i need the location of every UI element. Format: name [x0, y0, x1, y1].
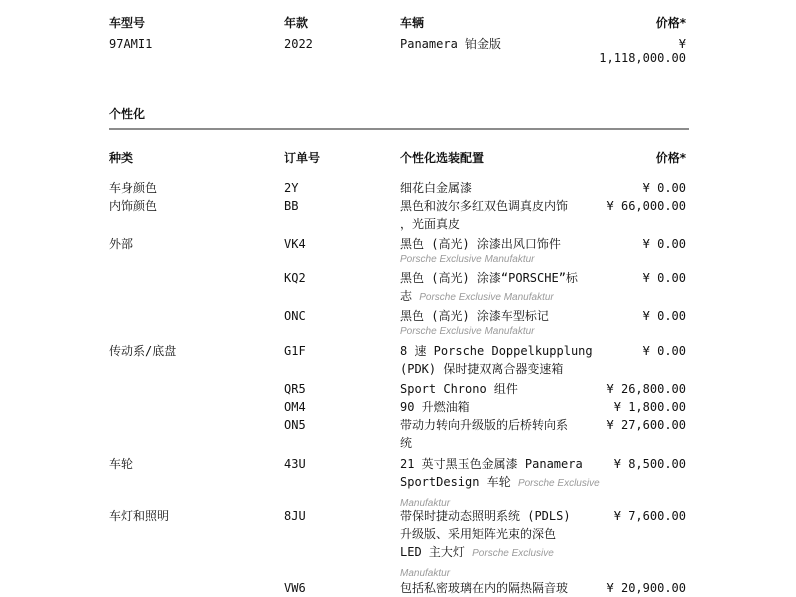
year-column-header: 年款	[284, 16, 309, 30]
model-column-header: 车型号	[109, 16, 146, 30]
option-price-column-header: 价格*	[655, 151, 686, 165]
row-category: 传动系/底盘	[109, 344, 177, 358]
row-price: ¥ 0.00	[642, 344, 686, 358]
row-description-line: (PDK) 保时捷双离合器变速箱	[400, 362, 564, 376]
row-description-line: 志	[400, 289, 413, 303]
row-description-line: 细花白金属漆	[400, 181, 473, 195]
row-description-line: 黑色 (高光) 涂漆车型标记	[400, 309, 549, 323]
row-category: 车灯和照明	[109, 509, 170, 523]
row-order-code: 2Y	[284, 181, 299, 195]
price-column-header: 价格*	[655, 16, 686, 30]
row-price: ¥ 0.00	[642, 271, 686, 285]
row-order-code: 8JU	[284, 509, 306, 523]
row-order-code: VW6	[284, 581, 306, 595]
row-description-line: 统	[400, 436, 413, 450]
row-description-line: 带保时捷动态照明系统 (PDLS)	[400, 509, 571, 523]
row-order-code: 43U	[284, 457, 306, 471]
row-category: 内饰颜色	[109, 199, 158, 213]
row-category: 外部	[109, 237, 134, 251]
row-description-line: 带动力转向升级版的后桥转向系	[400, 418, 569, 432]
row-price: ¥ 20,900.00	[606, 581, 686, 595]
row-price: ¥ 66,000.00	[606, 199, 686, 213]
configuration-column-header: 个性化选装配置	[400, 151, 485, 165]
row-price: ¥ 0.00	[642, 181, 686, 195]
row-order-code: ON5	[284, 418, 306, 432]
row-description-line: 黑色 (高光) 涂漆“PORSCHE”标	[400, 271, 578, 285]
row-description-line: ，光面真皮	[400, 217, 461, 231]
row-category: 车轮	[109, 457, 134, 471]
row-order-code: KQ2	[284, 271, 306, 285]
row-description-line: 90 升燃油箱	[400, 400, 470, 414]
model-code: 97AMI1	[109, 37, 153, 51]
row-order-code: VK4	[284, 237, 306, 251]
row-description-line: LED 主大灯	[400, 545, 465, 559]
row-price: ¥ 0.00	[642, 237, 686, 251]
vehicle-name: Panamera 铂金版	[400, 37, 502, 51]
row-price: ¥ 1,800.00	[613, 400, 686, 414]
manufaktur-tag: Porsche Exclusive Manufaktur	[400, 254, 535, 265]
category-column-header: 种类	[109, 151, 134, 165]
row-category: 车身颜色	[109, 181, 158, 195]
section-title: 个性化	[109, 107, 146, 121]
row-price: ¥ 7,600.00	[613, 509, 686, 523]
section-divider	[109, 128, 689, 130]
row-price: ¥ 0.00	[642, 309, 686, 323]
vehicle-column-header: 车辆	[400, 16, 425, 30]
row-description-line: 8 速 Porsche Doppelkupplung	[400, 344, 593, 358]
row-price: ¥ 8,500.00	[613, 457, 686, 471]
row-description-line: 升级版、采用矩阵光束的深色	[400, 527, 557, 541]
manufaktur-tag: Porsche Exclusive Manufaktur	[400, 478, 600, 509]
manufaktur-tag: Porsche Exclusive Manufaktur	[400, 326, 535, 337]
row-description-line: 黑色和波尔多红双色调真皮内饰	[400, 199, 569, 213]
row-order-code: G1F	[284, 344, 306, 358]
row-order-code: BB	[284, 199, 299, 213]
order-number-column-header: 订单号	[284, 151, 321, 165]
vehicle-price-currency: ¥	[678, 37, 686, 51]
row-description-line: 包括私密玻璃在内的隔热隔音玻	[400, 581, 569, 595]
row-order-code: QR5	[284, 382, 306, 396]
row-order-code: OM4	[284, 400, 306, 414]
manufaktur-tag: Porsche Exclusive Manufaktur	[419, 292, 554, 303]
row-description-line: 黑色 (高光) 涂漆出风口饰件	[400, 237, 561, 251]
vehicle-price: 1,118,000.00	[599, 51, 686, 65]
row-price: ¥ 27,600.00	[606, 418, 686, 432]
model-year: 2022	[284, 37, 313, 51]
row-description-line: Sport Chrono 组件	[400, 382, 518, 396]
row-description-line: SportDesign 车轮	[400, 475, 511, 489]
row-price: ¥ 26,800.00	[606, 382, 686, 396]
manufaktur-tag: Porsche Exclusive Manufaktur	[400, 548, 554, 579]
row-order-code: ONC	[284, 309, 306, 323]
row-description-line: 21 英寸黑玉色金属漆 Panamera	[400, 457, 583, 471]
